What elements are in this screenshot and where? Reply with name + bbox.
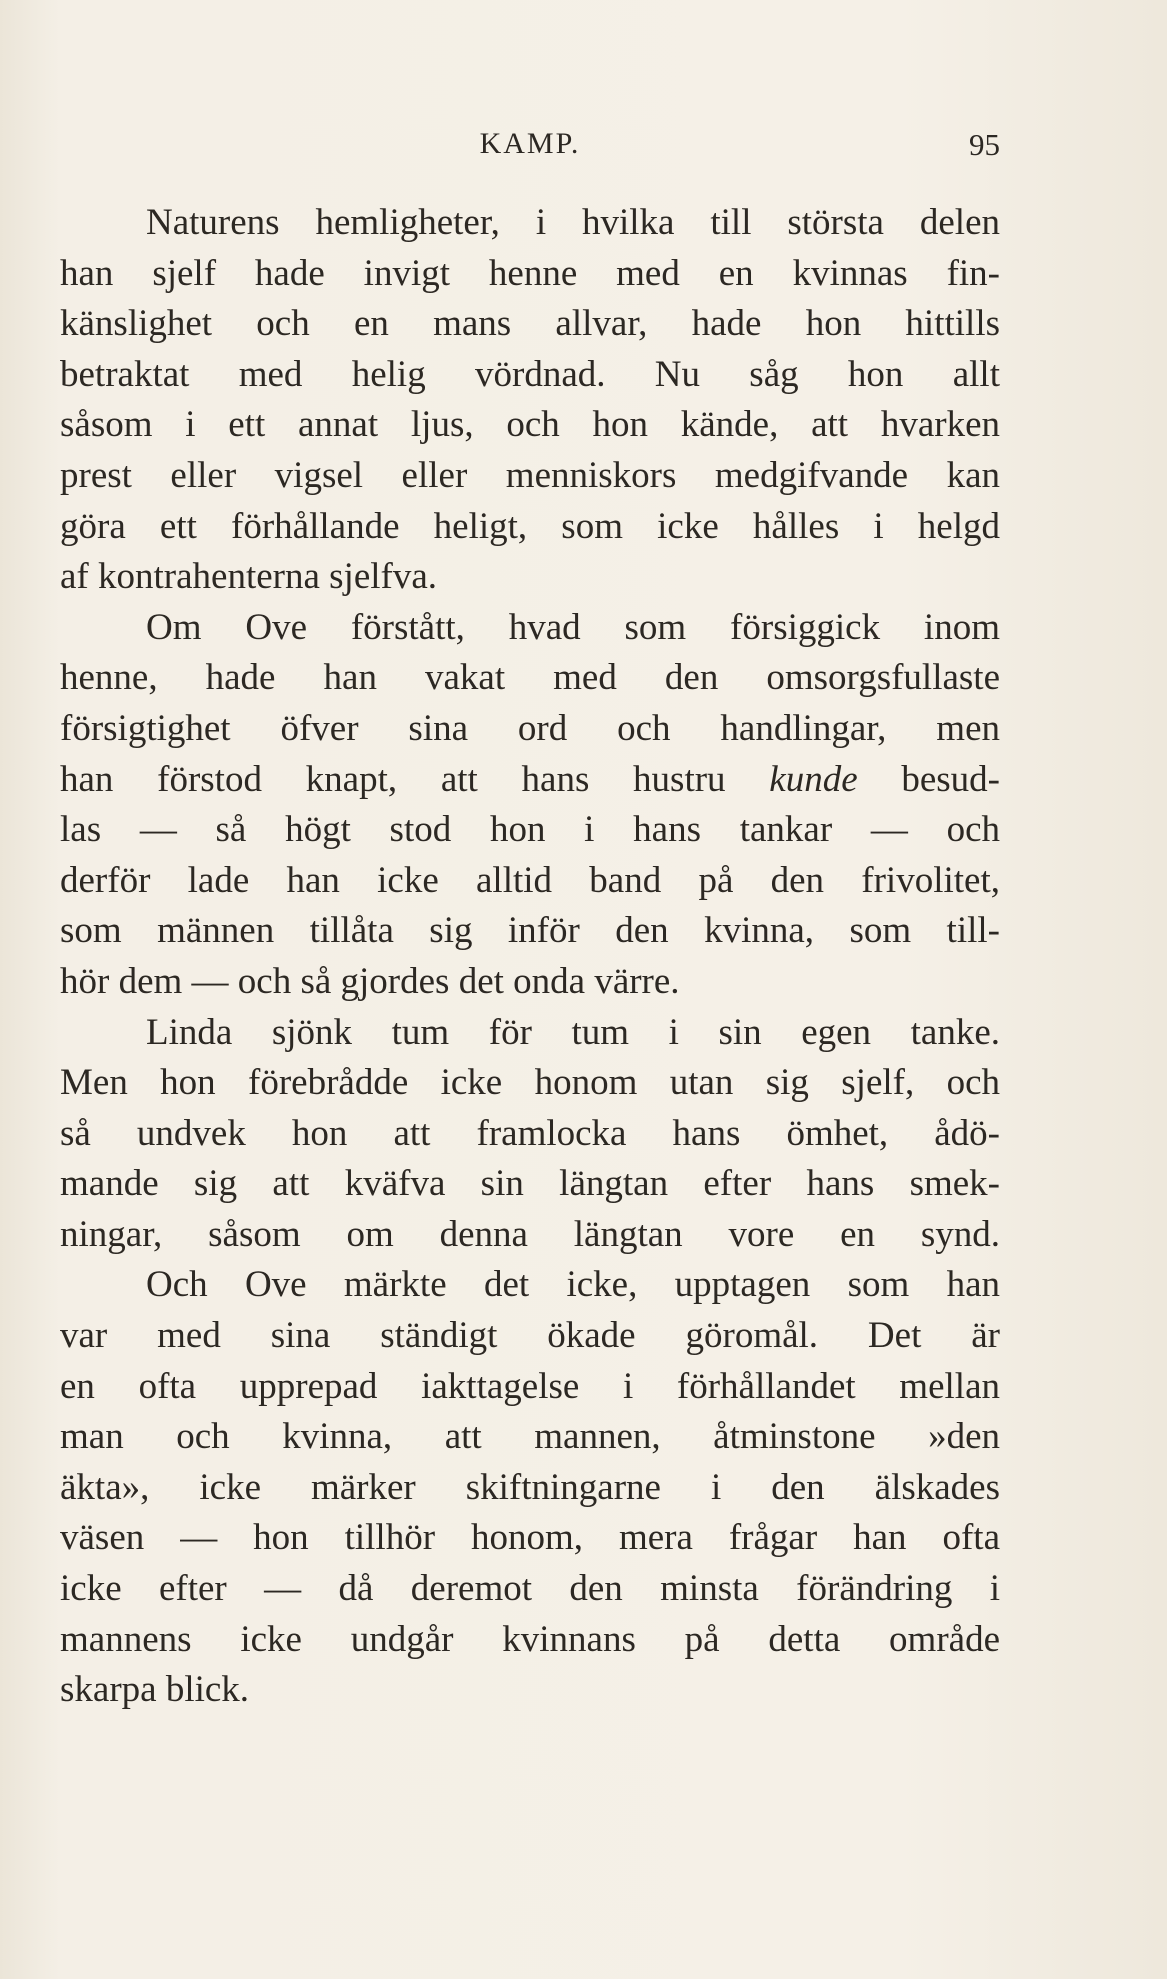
text-line: af kontrahenterna sjelfva. [60, 556, 438, 598]
italic-word: kunde [769, 758, 858, 800]
text-line: man och kvinna, att mannen, åtminstone »den [60, 1416, 1000, 1458]
text-line: känslighet och en mans allvar, hade hon hittills [60, 303, 1000, 345]
text-line: Om Ove förstått, hvad som försiggick inom [146, 606, 1000, 648]
text-line: Men hon förebrådde icke honom utan sig sjelf, och [60, 1062, 1000, 1104]
text-line: väsen — hon tillhör honom, mera frågar han ofta [60, 1517, 1000, 1559]
text-line: mannens icke undgår kvinnans på detta område [60, 1618, 1000, 1660]
text-line: en ofta upprepad iakttagelse i förhållandet mellan [60, 1365, 1000, 1407]
text-line: betraktat med helig vördnad. Nu såg hon allt [60, 353, 1000, 395]
text-line: skarpa blick. [60, 1669, 250, 1711]
text-line: derför lade han icke alltid band på den frivolitet, [60, 859, 1000, 901]
text-line: prest eller vigsel eller menniskors medgifvande kan [60, 454, 1000, 496]
text-line-with-italic [60, 755, 1000, 806]
text-line: så undvek hon att framlocka hans ömhet, ådö- [60, 1112, 1000, 1154]
text-line: såsom i ett annat ljus, och hon kände, att hvarken [60, 404, 1000, 446]
text-line: las — så högt stod hon i hans tankar — och [60, 809, 1000, 851]
running-head: KAMP. [479, 127, 581, 160]
text-line: försigtighet öfver sina ord och handlingar, men [60, 707, 1000, 749]
line-tail: besud- [901, 758, 1001, 800]
text-line: ningar, såsom om denna längtan vore en synd. [60, 1213, 1000, 1255]
page-header [60, 127, 1000, 167]
text-line: han sjelf hade invigt henne med en kvinnas fin- [60, 252, 1000, 294]
body-text [60, 198, 1000, 1716]
page-number: 95 [969, 127, 1000, 162]
text-line: icke efter — då deremot den minsta förändring i [60, 1568, 1000, 1610]
text-line: var med sina ständigt ökade göromål. Det är [60, 1315, 1000, 1357]
text-line: som männen tillåta sig inför den kvinna, som till- [60, 910, 1000, 952]
text-line: äkta», icke märker skiftningarne i den älskades [60, 1466, 1000, 1508]
text-line: göra ett förhållande heligt, som icke hålles i helgd [60, 505, 1000, 547]
text-line: mande sig att kväfva sin längtan efter hans smek- [60, 1163, 1000, 1205]
text-line: Linda sjönk tum för tum i sin egen tanke. [146, 1011, 1000, 1053]
text-line: Naturens hemligheter, i hvilka till största delen [146, 202, 1000, 243]
text-line: hör dem — och så gjordes det onda värre. [60, 960, 680, 1002]
text-line: Och Ove märkte det icke, upptagen som han [146, 1264, 1000, 1306]
text-line: henne, hade han vakat med den omsorgsfullaste [60, 657, 1000, 699]
line-text: han förstod knapt, att hans hustru [60, 758, 726, 800]
